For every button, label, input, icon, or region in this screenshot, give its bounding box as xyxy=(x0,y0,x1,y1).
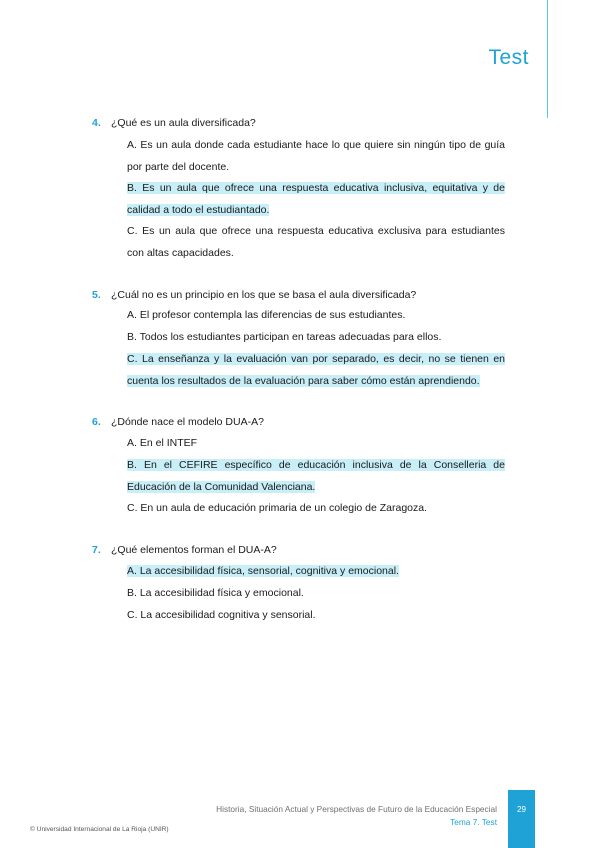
question-number: 4. xyxy=(92,117,101,129)
answer-option-7b: B. La accesibilidad física y emocional. xyxy=(127,587,304,599)
correct-answer-highlight: B. Es un aula que ofrece una respuesta educativa inclusiva, equitativa y de calidad a todo el estudiantado. xyxy=(127,182,505,216)
answer-option-6b-correct xyxy=(127,455,505,498)
answer-option-6c: C. En un aula de educación primaria de un colegio de Zaragoza. xyxy=(127,502,428,514)
question-text: ¿Cuál no es un principio en los que se basa el aula diversificada? xyxy=(111,289,417,301)
question-7 xyxy=(92,544,277,556)
question-5 xyxy=(92,289,416,301)
answer-option-4a: A. Es un aula donde cada estudiante hace lo que quiere sin ningún tipo de guía por parte del docente. xyxy=(127,139,505,173)
page-number: 29 xyxy=(517,805,526,814)
question-number: 7. xyxy=(92,544,101,556)
question-number: 5. xyxy=(92,289,101,301)
correct-answer-highlight: A. La accesibilidad física, sensorial, cognitiva y emocional. xyxy=(127,565,399,577)
page-number-box xyxy=(508,790,535,848)
question-number: 6. xyxy=(92,416,101,428)
answer-option-7c: C. La accesibilidad cognitiva y sensorial. xyxy=(127,609,316,621)
question-6 xyxy=(92,416,264,428)
copyright-notice: © Universidad Internacional de La Rioja (UNIR) xyxy=(30,826,169,833)
correct-answer-highlight: C. La enseñanza y la evaluación van por separado, es decir, no se tienen en cuenta los resultados de la evaluación para saber cómo están aprendiendo. xyxy=(127,353,505,387)
footer-course-info xyxy=(216,803,497,829)
answer-option-4c: C. Es un aula que ofrece una respuesta educativa exclusiva para estudiantes con altas capacidades. xyxy=(127,225,505,259)
header-divider-line xyxy=(547,0,548,118)
page-title: Test xyxy=(488,46,529,69)
footer-tema: Tema 7. Test xyxy=(450,817,497,827)
correct-answer-highlight: B. En el CEFIRE específico de educación inclusiva de la Conselleria de Educación de la Comunidad Valenciana. xyxy=(127,459,505,493)
answer-option-5c-correct xyxy=(127,349,505,392)
answer-option-7a-correct xyxy=(127,561,505,583)
answer-option-4b-correct xyxy=(127,178,505,221)
footer-course-title: Historia, Situación Actual y Perspectivas de Futuro de la Educación Especial xyxy=(216,804,497,814)
question-text: ¿Dónde nace el modelo DUA-A? xyxy=(111,416,264,428)
answer-option-5a: A. El profesor contempla las diferencias de sus estudiantes. xyxy=(127,309,406,321)
answer-option-6a: A. En el INTEF xyxy=(127,437,198,449)
question-4 xyxy=(92,117,256,129)
question-text: ¿Qué es un aula diversificada? xyxy=(111,117,256,129)
question-text: ¿Qué elementos forman el DUA-A? xyxy=(111,544,277,556)
answer-option-5b: B. Todos los estudiantes participan en tareas adecuadas para ellos. xyxy=(127,331,442,343)
